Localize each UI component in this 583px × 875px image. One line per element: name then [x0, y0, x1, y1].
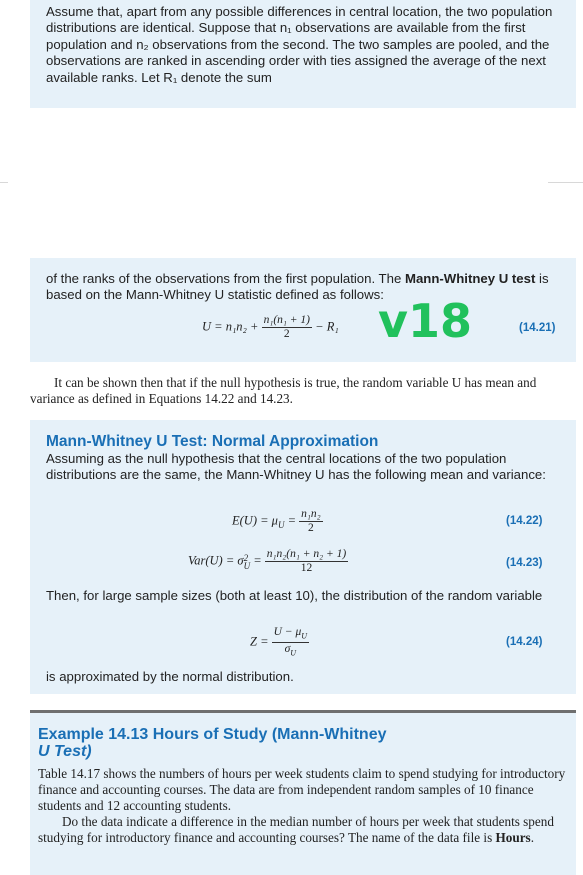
- definition-box-top: [30, 0, 576, 108]
- equation-label-14-21: (14.21): [519, 322, 556, 334]
- page-divider-right: [548, 182, 583, 183]
- section-intro: Assuming as the null hypothesis that the central locations of the two population distributions are the same, the Mann-Whitney U has the following mean and variance:: [46, 451, 546, 483]
- definition-text-part2: of the ranks of the observations from the first population. The Mann-Whitney U test is based on the Mann-Whitney U statistic defined as follows:: [46, 271, 549, 303]
- example-paragraph-2: Do the data indicate a difference in the median number of hours per week that students spend studying for introductory finance and accounting courses? The name of the data file is Hours.: [38, 814, 554, 845]
- equation-label-14-24: (14.24): [506, 636, 543, 648]
- example-paragraph-1: Table 14.17 shows the numbers of hours per week students claim to spend studying for introductory finance and accounting courses. The data are from independent random samples of 10 finance students and 12 accounting students.: [38, 766, 566, 813]
- watermark: v18: [378, 294, 472, 348]
- normal-approximation-box: [30, 420, 576, 694]
- example-box: [30, 710, 576, 875]
- section-closing: is approximated by the normal distribution.: [46, 669, 294, 684]
- section-heading: Mann-Whitney U Test: Normal Approximation: [46, 433, 379, 450]
- equation-14-24: Z = $\frac{U - \mu_U}{\sigma_U}$: [250, 626, 308, 658]
- equation-label-14-23: (14.23): [506, 557, 543, 569]
- body-paragraph: It can be shown then that if the null hypothesis is true, the random variable U has mean and variance as defined in Equations 14.22 and 14.23.: [30, 375, 537, 406]
- page-divider-left: [0, 182, 8, 183]
- mann-whitney-term: Mann-Whitney U test: [404, 271, 536, 286]
- equation-14-22: $E(U) = \mu_U$ = $\frac{\text{n₁n₂}}{2}$: [232, 508, 321, 534]
- example-title: Example 14.13 Hours of Study (Mann-Whitney U Test): [38, 726, 387, 760]
- definition-box-bottom: [30, 258, 576, 362]
- equation-label-14-22: (14.22): [506, 515, 543, 527]
- equation-14-21: U = n₁n₂ + $\frac{\text{n₁(n₁ + 1)}}{2}$ − R₁: [202, 314, 339, 340]
- equation-14-23: Var(U) = σ 2 U = $\frac{\text{n₁n₂(n₁ + n₂ + 1)}}{12}$: [188, 548, 347, 574]
- definition-text-part1: Assume that, apart from any possible differences in central location, the two population distributions are identical. Suppose that n₁ observations are available from the first population and n₂ observations from the second. The two samples are pooled, and the observations are ranked in ascending order with ties assigned the average of the next available ranks. Let R₁ denote the sum: [46, 4, 553, 85]
- section-middle-text: Then, for large sample sizes (both at least 10), the distribution of the random variable: [46, 588, 543, 603]
